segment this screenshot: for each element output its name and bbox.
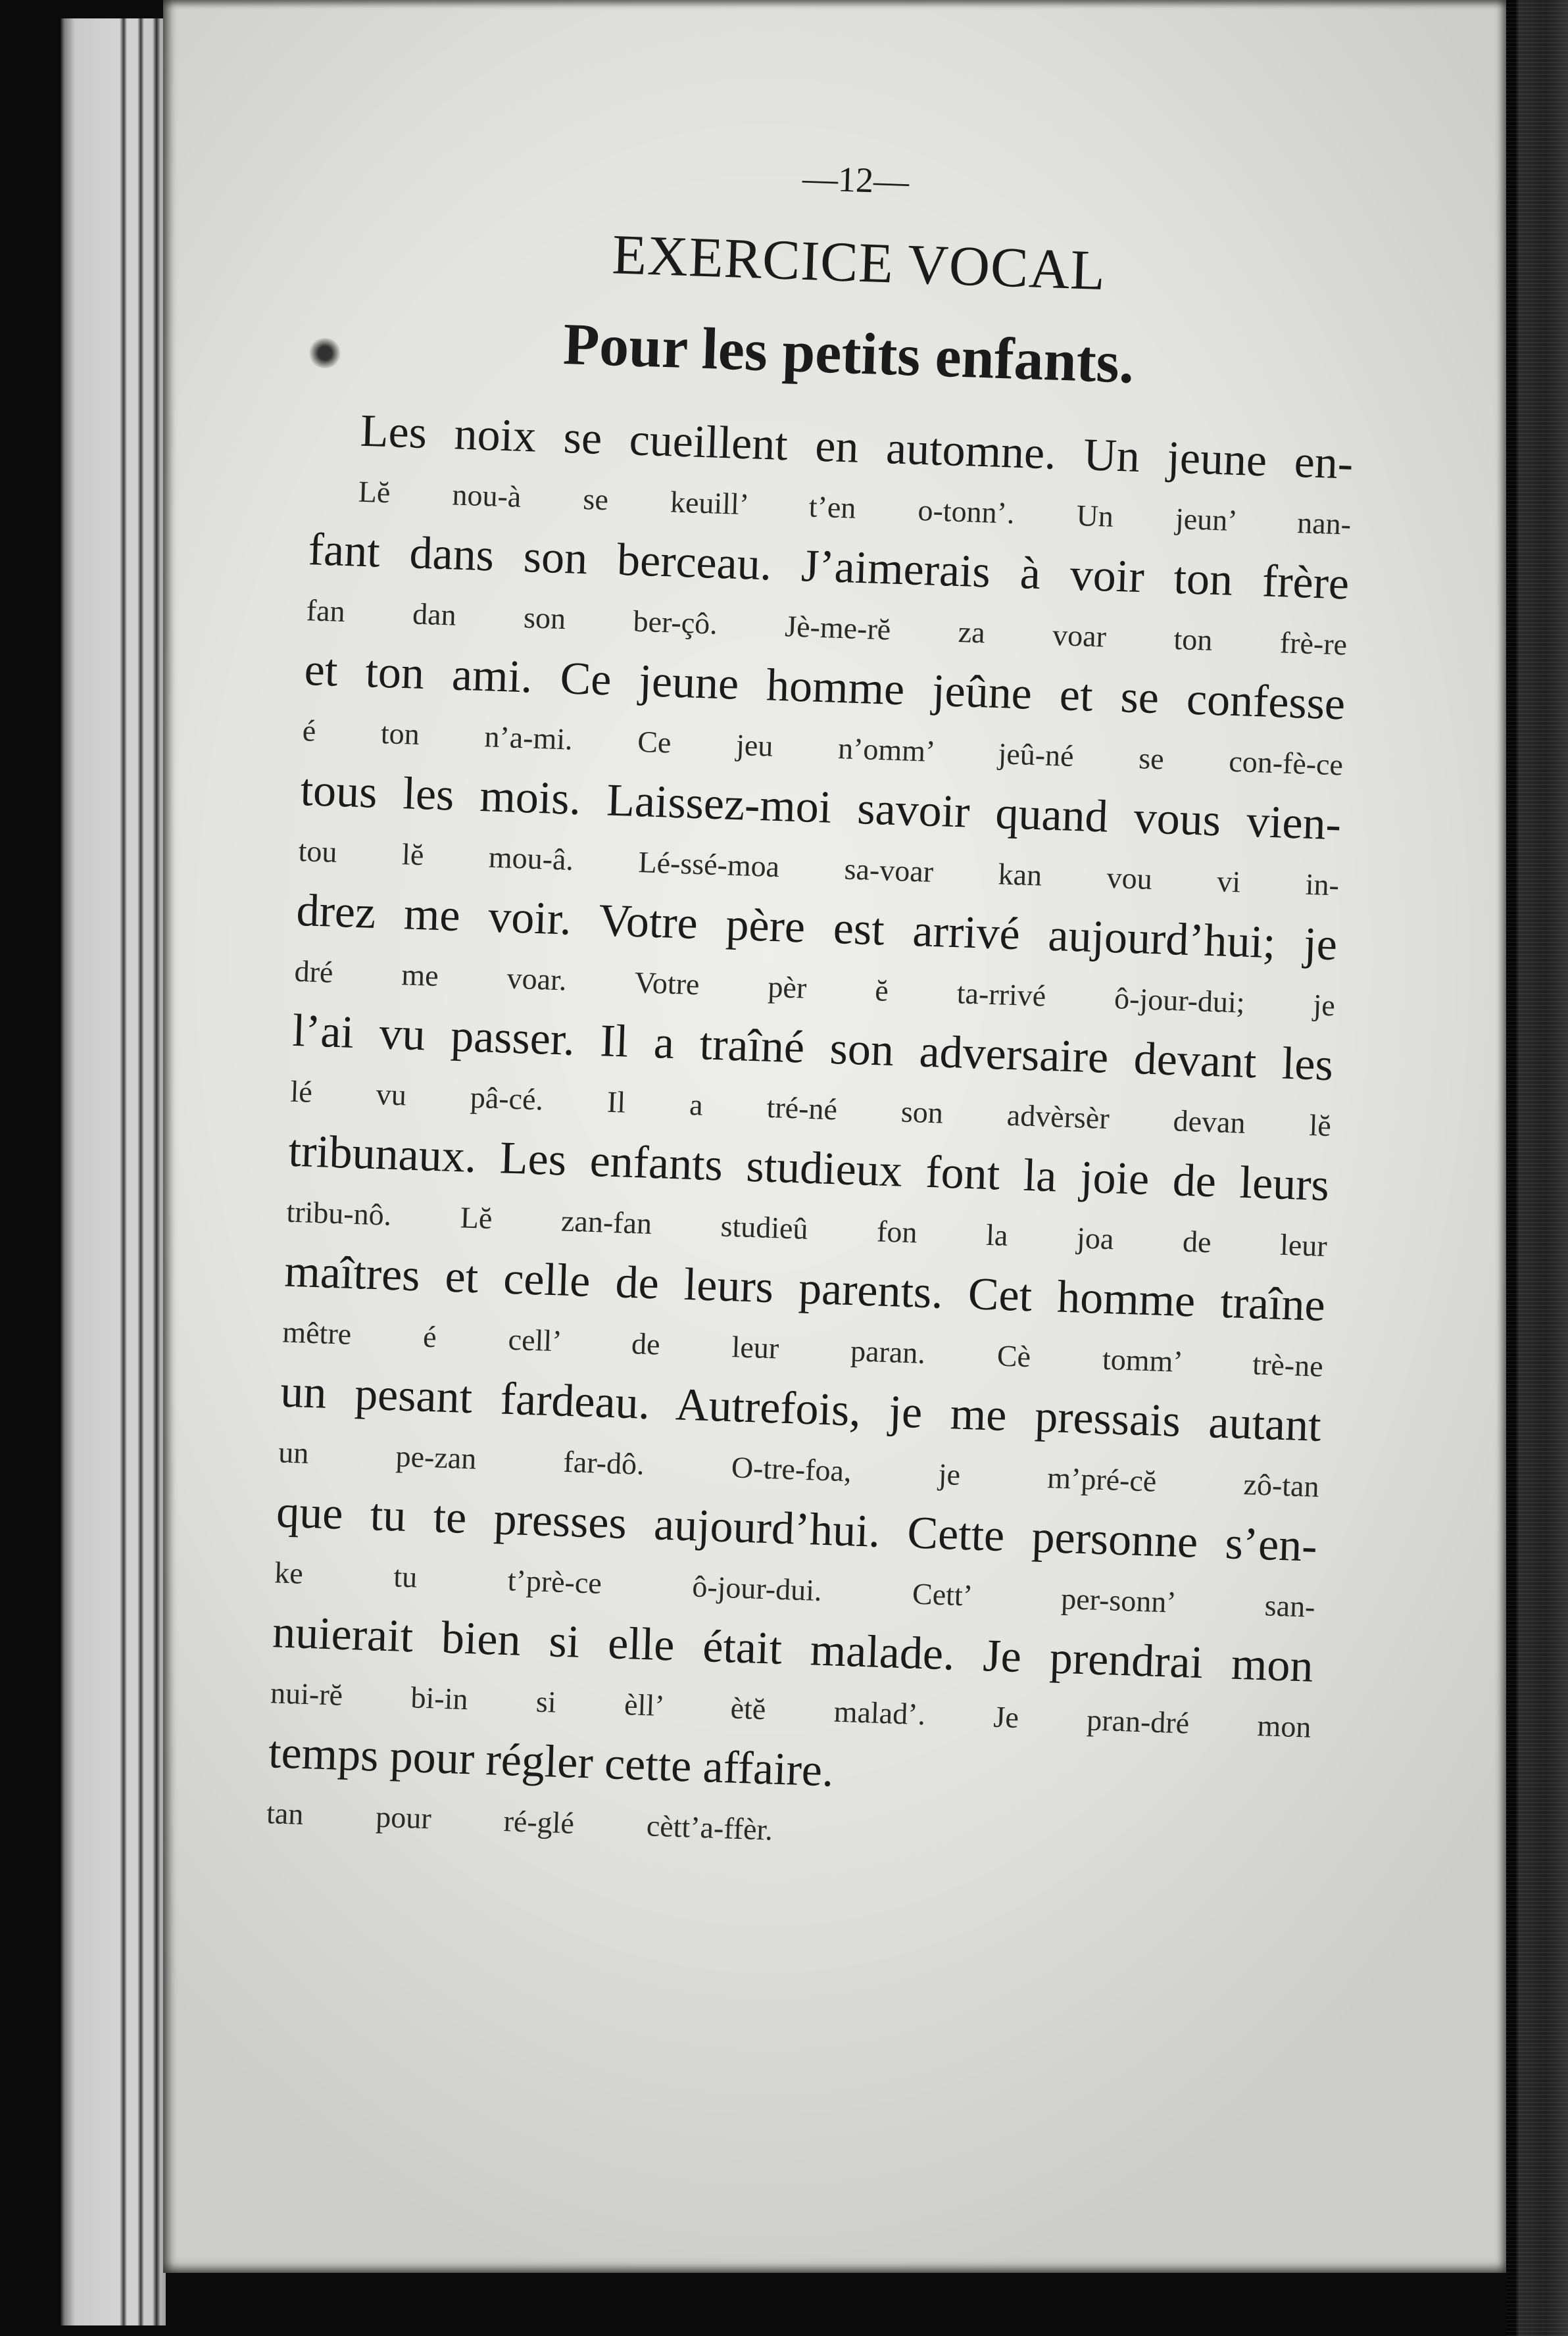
exercise-line: Les noix se cueillent en automne. Un jeune en- bbox=[359, 405, 1354, 489]
exercise-line: maîtres et celle de leurs parents. Cet homme traîne bbox=[283, 1246, 1326, 1332]
exercise-line: que tu te presses aujourd’hui. Cette personne s’en- bbox=[276, 1486, 1318, 1572]
pronunciation-line: fan dan son ber-çô. Jè-me-rĕ za voar ton frè-re bbox=[306, 593, 1348, 662]
pronunciation-line: dré me voar. Votre pèr ĕ ta-rrivé ô-jour-dui; je bbox=[293, 954, 1336, 1023]
page-stack-edge bbox=[61, 18, 166, 2325]
exercise-line: et ton ami. Ce jeune homme jeûne et se confesse bbox=[303, 645, 1346, 730]
page-subtitle: Pour les petits enfants. bbox=[562, 311, 1135, 396]
exercise-line: tous les mois. Laissez-moi savoir quand vous vien- bbox=[299, 764, 1342, 850]
page-title: EXERCICE VOCAL bbox=[611, 222, 1107, 303]
pronunciation-line: tan pour ré-glé cètt’a-ffèr. bbox=[266, 1796, 773, 1847]
pronunciation-line: tou lĕ mou-â. Lé-ssé-moa sa-voar kan vou vi in- bbox=[297, 833, 1340, 902]
pronunciation-line: Lĕ nou-à se keuill’ t’en o-tonn’. Un jeun’ nan- bbox=[358, 474, 1352, 541]
exercise-line: fant dans son berceau. J’aimerais à voir ton frère bbox=[307, 524, 1350, 610]
page-number: —12— bbox=[802, 158, 910, 202]
exercise-text bbox=[266, 397, 1354, 1875]
pronunciation-line: nui-rĕ bi-in si èll’ ètĕ malad’. Je pran-dré mon bbox=[270, 1676, 1312, 1744]
exercise-line: drez me voir. Votre père est arrivé aujourd’hui; je bbox=[295, 885, 1338, 971]
pronunciation-line: mêtre é cell’ de leur paran. Cè tomm’ trè-ne bbox=[282, 1315, 1324, 1383]
book-binding bbox=[1506, 0, 1568, 2336]
exercise-line: l’ai vu passer. Il a traîné son adversaire devant les bbox=[291, 1005, 1335, 1091]
pronunciation-line: un pe-zan far-dô. O-tre-foa, je m’pré-cĕ zô-tan bbox=[278, 1435, 1320, 1503]
exercise-line: nuierait bien si elle était malade. Je prendrai mon bbox=[272, 1607, 1314, 1692]
exercise-line: tribunaux. Les enfants studieux font la joie de leurs bbox=[287, 1125, 1331, 1211]
pronunciation-line: lé vu pâ-cé. Il a tré-né son advèrsèr devan lĕ bbox=[289, 1074, 1332, 1143]
pronunciation-line: tribu-nô. Lĕ zan-fan studieû fon la joa de leur bbox=[285, 1194, 1328, 1263]
pronunciation-line: é ton n’a-mi. Ce jeu n’omm’ jeû-né se con-fè-ce bbox=[302, 714, 1344, 782]
page-content bbox=[234, 114, 1409, 1893]
pronunciation-line: ke tu t’prè-ce ô-jour-dui. Cett’ per-sonn’ san- bbox=[274, 1555, 1316, 1624]
exercise-line: un pesant fardeau. Autrefois, je me pressais autant bbox=[280, 1366, 1322, 1451]
exercise-line: temps pour régler cette affaire. bbox=[268, 1727, 835, 1797]
